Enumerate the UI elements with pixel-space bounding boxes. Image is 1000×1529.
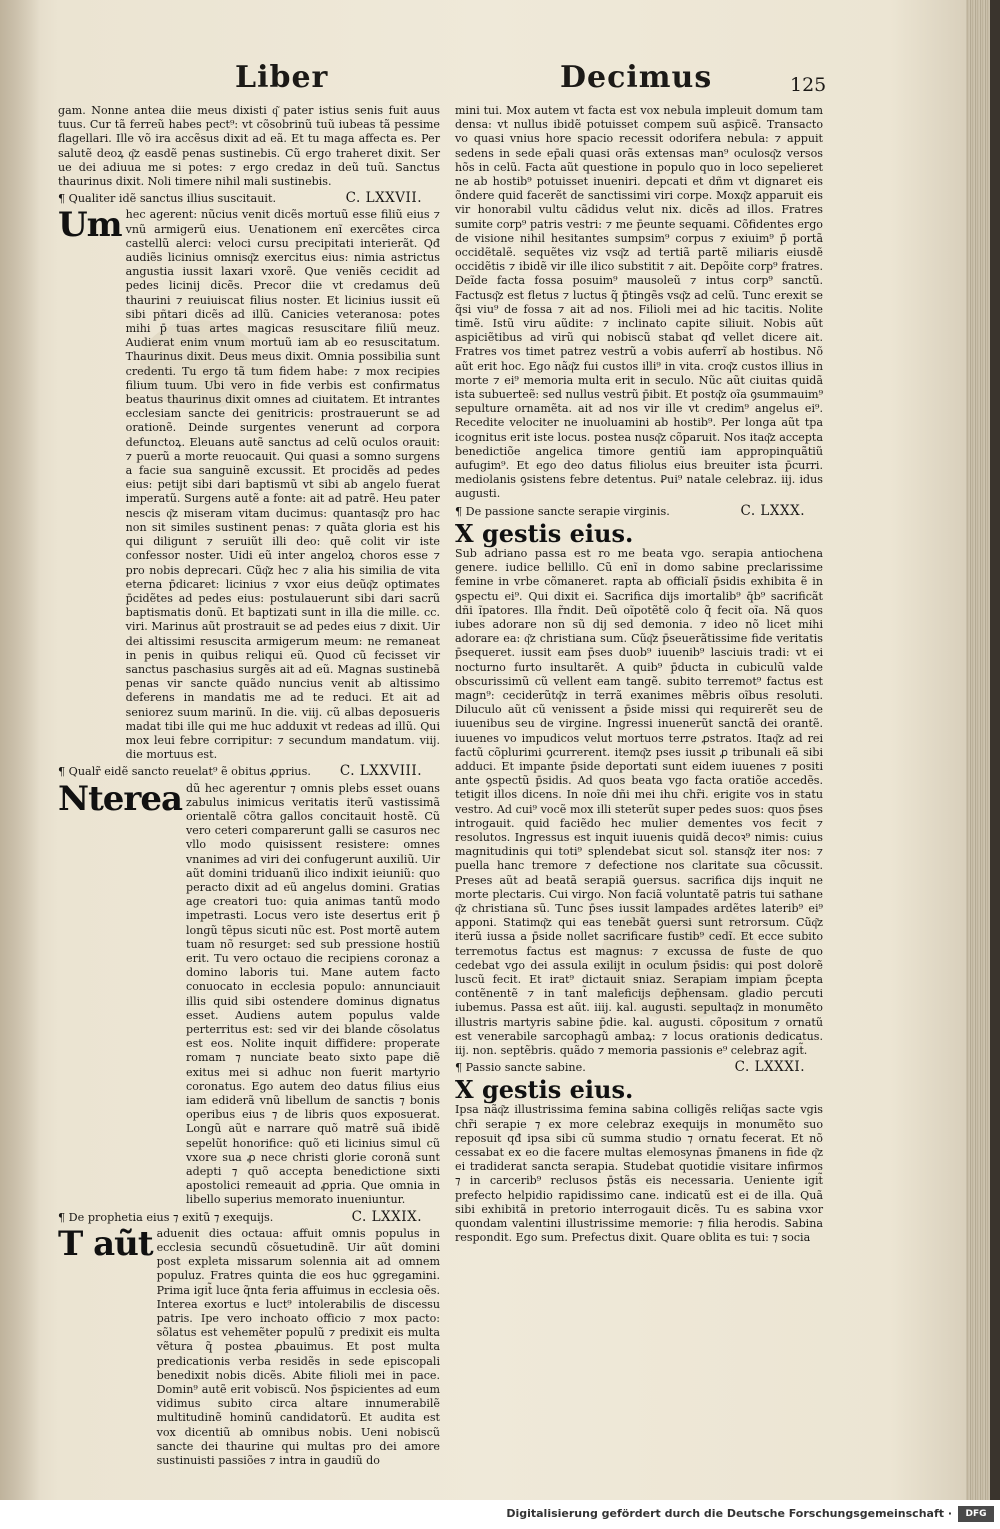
running-head-left: Liber xyxy=(235,60,329,95)
chapter-title: ¶ Passio sancte sabine. xyxy=(455,1061,586,1075)
chapter-number: C. LXXVIII. xyxy=(339,763,422,780)
funding-notice: Digitalisierung gefördert durch die Deutsche Forschungsgemeinschaft · xyxy=(506,1507,952,1520)
paragraph: mini tui. Mox autem vt facta est vox nebula impleuit domum tam densa: vt nullus ibidẽ potuisset compem suũ asp̄icẽ. Transacto vo quasi vnius hore spacio recessit odorifera nebula: ⁊ appuit sedens in sede ep̄ali quasi orãs extensas man⁹ oculosq͂z versos hõs in celũ. Facta aũt questione in populo quo in loco sepelieret ne ab hostib⁹ potuisset inueniri. depcati et dñm vt dignaret eis õndere quid facerẽt de sanctissimi viri corpe. Moxq͂z apparuit eis vir honorabil vultu cãdidus velut nix. dicẽs ad illos. Fratres sumite corp⁹ patris vestri: ⁊ me p̄eunte sequami. Cõfidentes ergo de visione nihil hesitantes sumpsim⁹ corpus ⁊ exiuim⁹ p̄ portã occidẽtalẽ. sequẽtes viz vsq͂z ad tertiã partẽ miliaris eiusdẽ occidẽtis ⁊ ibidẽ vir ille ilico substitit ⁊ ait. Depõite corp⁹ fratres. Deĩde facta fossa posuim⁹ mausoleũ ⁊ intus corp⁹ sanctũ. Factusq͂z est fletus ⁊ luctus q̃ p̄tingẽs vsq͂z ad celũ. Tunc erexit se q̃si viu⁹ de fossa ⁊ ait ad nos. Filioli mei ad hic tacitis. Nolite timẽ. Istũ viru aũdite: ⁊ inclinato capite siliuit. Nobis aũt aspiciẽtibus ad virũ qui nobiscũ stabat qđ vellet dicere ait. Fratres vos timet patrez vestrũ a vobis auferrĩ ab hostibus. Nõ aũt erit hoc. Ego nãq͂z fui custos illi⁹ in vita. croq͂z custos illius in morte ⁊ ei⁹ memoria multa erit in seculo. Nũc aũt ciuitas quidã ista subuerteẽ: sed nullus vestrũ p̄ibit. Et postq͂z oĩa ꝯsummauim⁹ sepulture ornamẽta. ait ad nos vir ille vt credim⁹ angelus ei⁹. Recedite velociter ne inuoluamini ab hostib⁹. Per longa aũt tpa icognitus erit iste locus. postea nusq͂z cõparuit. Nos itaq͂z accepta benedictiõe angelica timore gentiũ iam appropinquãtiũ aufugim⁹. Et ego deo datus filiolus eius breuiter ista p̄curri. mediolanis ꝯsistens febre detentus. Ꝑui⁹ natale celebraz. iij. idus augusti. xyxy=(455,104,824,501)
chapter-heading xyxy=(58,191,440,206)
drop-initial: Um xyxy=(58,205,122,246)
rubric-heading: X gestis eius. xyxy=(455,518,634,548)
drop-initial: Nterea xyxy=(58,778,182,819)
digitization-footer xyxy=(0,1500,1000,1529)
rubric-heading: X gestis eius. xyxy=(455,1075,634,1105)
chapter-title: ¶ De prophetia eius ⁊ exitũ ⁊ exequijs. xyxy=(58,1210,274,1224)
chapter-body xyxy=(58,1223,440,1468)
paragraph: gam. Nonne antea diie meus dixisti q͂ pater istius senis fuit auus tuus. Cur tã ferreũ habes pect⁹: vt cõsobrinũ tuũ iubeas tã pessime flagellari. Ille võ ira accẽsus dixit ad eã. Et tu maga affecta es. Per salutẽ deoꝝ q͂z easdẽ penas sustinebis. Cũ ergo traheret dixit. Ser ue dei adiuua me si potes: ⁊ ergo credaz in deũ tuũ. Sanctus thaurinus dixit. Noli timere nihil mali sustinebis. xyxy=(58,104,440,189)
chapter-title: ¶ Qualr̃ eidẽ sancto reuelat⁹ ẽ obitus ꝓprius. xyxy=(58,765,311,779)
chapter-heading xyxy=(455,1060,823,1075)
paragraph: dũ hec agerentur ⁊ omnis plebs esset ouans zabulus inimicus veritatis iterũ vastissimã orientalẽ cõtra gallos concitauit hostẽ. Cũ vero ceteri comparerunt galli se casuros nec vllo modo quisissent resistere: omnes vnanimes ad viri dei confugerunt auxiliũ. Uir aũt domini triduanũ ilico indixit ieiuniũ: quo peracto dixit ad eũ angelus domini. Gratias age creatori tuo: quia animas tantũ modo impetrasti. Locus vero iste desertus erit p̄ longũ tẽpus sicuti nũc est. Post mortẽ autem tuam nõ resurget: sed sub pressione hostiũ erit. Tu vero octauo die recipiens coronaz a domino laboris tui. Mane autem facto conuocato in ecclesia populo: annunciauit illis quid sibi ostendere dominus dignatus esset. Audiens autem populus valde perterritus est: sed vir dei blande cõsolatus est eos. Nolite inquit diffidere: properate romam ⁊ nunciate beato sixto pape diẽ exitus mei si adhuc non fuerit martyrio coronatus. Ego autem deo datus filius eius iam ediderã vnũ libellum de sanctis ⁊ bonis operibus eius ⁊ de libris quos exposuerat. Longũ aũt e narrare quõ matrẽ suã ibidẽ sepelũt honorifice: quõ eti licinius simul cũ vxore sua ꝓ nece christi glorie coronã sunt adepti ⁊ quõ accepta benedictione sixti apostolici remeauit ad ꝓpria. Que omnia in libello superius memorato inueniuntur. xyxy=(186,781,440,1207)
chapter-number: C. LXXXI. xyxy=(734,1059,805,1076)
paragraph: hec agerent: nũcius venit dicẽs mortuũ esse filiũ eius ⁊ vnũ armigerũ eius. Uenationem enĩ exercẽtes circa castellũ alerci: veloci cursu precipitati interierãt. Qđ audiẽs licinius omnisq͂z exercitus eius: nimia astrictus angustia iussit laxari vxorẽ. Que veniẽs cecidit ad pedes licinij dicẽs. Precor diie vt credamus deũ thaurini ⁊ reuiuiscat filius noster. Et licinius iussit eũ sibi pñtari dicẽs ad illũ. Canicies veteranosa: potes mihi p̄ tuas artes magicas resuscitare filiũ meuz. Audierat enim vnum mortuũ iam ab eo resuscitatum. Thaurinus dixit. Deus meus dixit. Omnia possibilia sunt credenti. Tu ergo tã tum fidem habe: ⁊ mox recipies filium tuum. Ubi vero in fide verbis est confirmatus beatus thaurinus dixit omnes ad ciuitatem. Et intrantes ecclesiam sancte dei genitricis: prostrauerunt se ad orationẽ. Deinde surgentes venerunt ad corpora defunctoꝝ. Eleuans autẽ sanctus ad celũ oculos orauit: ⁊ puerũ a morte reuocauit. Qui quasi a somno surgens a facie sua sanguinẽ excussit. Et procidẽs ad pedes eius: petijt sibi dari baptismũ vt sibi ab angelo fuerat imperatũ. Surgens autẽ a fonte: ait ad patrẽ. Heu pater nescis q͂z miseram vitam ducimus: quantasq͂z pro hac non sit similes sustinent penas: ⁊ quãta gloria est his qui diligunt ⁊ seruiũt illi deo: quẽ colit vir iste confessor noster. Uidi eũ inter angeloꝝ choros esse ⁊ pro nobis deprecari. Cũq͂z hec ⁊ alia his similia de vita eterna p̄dicaret: licinius ⁊ vxor eius deũq͂z optimates p̄cidẽtes ad pedes eius: postulauerunt sibi dari sacrũ baptismatis donũ. Et baptizati sunt in illa die mille. cc. viri. Marinus aũt prostrauit se ad pedes eius ⁊ dixit. Uir dei altissimi resuscita armigerum meum: ne remaneat in penis in quibus reliqui eũ. Quod cũ fecisset vir sanctus paschasius surgẽs ait ad eũ. Magnas sustinebã penas vir sancte quãdo nuncius venit ab altissimo deferens in mandatis me ad te reduci. Et ait ad seniorez suum marinũ. In die. viij. cũ albas deposueris madat tibi ille qui me huc adduxit vt redeas ad illũ. Qui mox leui febre corripitur: ⁊ secundum mandatum. viij. die mortuus est. xyxy=(125,208,440,762)
chapter-title: ¶ Qualiter idẽ sanctus illius suscitauit. xyxy=(58,192,277,206)
chapter-body xyxy=(58,778,440,1208)
running-head-right: Decimus xyxy=(560,60,713,95)
chapter-body xyxy=(58,205,440,762)
chapter-number: C. LXXX. xyxy=(740,502,805,519)
drop-initial: T aũt xyxy=(58,1223,153,1264)
folio-number: 125 xyxy=(790,74,827,96)
chapter-heading xyxy=(58,764,440,779)
chapter-heading xyxy=(455,504,823,519)
right-text-column xyxy=(455,104,823,1245)
left-text-column xyxy=(58,104,440,1468)
book-edge-shadow xyxy=(990,0,1000,1500)
chapter-number: C. LXXIX. xyxy=(351,1208,422,1225)
chapter-number: C. LXXVII. xyxy=(345,190,422,207)
chapter-heading xyxy=(58,1210,440,1225)
gutter-shadow xyxy=(0,0,40,1500)
paragraph: Ipsa nãq͂z illustrissima femina sabina colligẽs reliq̃as sacte vgis chr̃i serapie ⁊ ex more celebraz exequijs in monumẽto suo reposuit qđ ipsa sibi cũ summa studio ⁊ ornatu fecerat. Et nõ cessabat ex eo die facere multas elemosynas p̄manens in fide q͂z ei tradiderat sancta serapia. Studebat quotidie visitare infirmos ⁊ in carcerib⁹ reclusos p̄stãs eis necessaria. Ueniente igit̃ prefecto helpidio rapidissimo cane. indicatũ est ei de illa. Quã sibi exhibitã in pretorio interrogauit dicẽs. Tu es sabina vxor quondam valentini illustrissime memorie: ⁊ filia herodis. Sabina respondit. Ego sum. Prefectus dixit. Quare oblita es tui: ⁊ socia xyxy=(455,1103,823,1245)
paragraph: Sub adriano passa est ro me beata vgo. serapia antiochena genere. iudice bellillo. Cũ enĩ in domo sabine preclarissime femine in vrbe cõmaneret. rapta ab officialĩ p̄sidis exhibita ẽ in ꝯspectu ei⁹. Qui dixit ei. Sacrifica dijs imortalib⁹ q̄b⁹ sacrificãt dñi ĩpatores. Illa r̃ndit. Deũ oĩpotẽtẽ colo q̃ fecit oĩa. Nã quos iubes adorare non sũ dij sed demonia. ⁊ ideo nõ licet mihi adorare ea: q͂z christiana sum. Cũq͂z p̄seuerãtissime fide veritatis p̄sequeret. iussit eam p̄ses duob⁹ iuuenib⁹ lasciuis tradi: vt ei nocturno furto insultarẽt. A quib⁹ p̄ducta in cubiculũ valde obscurissimũ cũ vellent eam tangẽ. subito terremot⁹ factus est magn⁹: ceciderũtq͂z in terrã exanimes mẽbris oĩbus resoluti. Diluculo aũt cũ venissent a p̄side missi qui requirerẽt seu de iuuenibus seu de virgine. Ingressi inuenerũt sanctã dei orantẽ. iuuenes vo impudicos velut mortuos terre ꝓstratos. Itaq͂z ad rei factũ cõplurimi ꝯcurrerent. itemq͂z pses iussit ꝓ tribunali eã sibi adduci. Et impante p̄side deportati sunt eidem iuuenes ⁊ positi ante ꝯspectũ p̄sidis. Ad quos beata vgo facta oratiõe accedẽs. tetigit illos dicens. In noĩe dñi mei ihu chr̃i. erigite vos in statu vestro. Ad cui⁹ vocẽ mox illi steterũt super pedes suos: quos p̄ses introgauit. quid faciẽdo hec mulier dementes vos fecit ⁊ resolutos. Ingressus est inquit iuuenis quidã decoꝛ⁹ nimis: cuius magnitudinis qui toti⁹ splendebat sicut sol. stansq͂z iter nos: ⁊ puella hanc tremore ⁊ defectione nos claritate sua cõcussit. Preses aũt ad beatã serapiã ꝯuersus. sacrifica dijs inquit ne morte plectaris. Cui virgo. Non faciã voluntatẽ patris tui sathane q͂z christiana sũ. Tunc p̄ses iussit lampades ardẽtes laterib⁹ ei⁹ apponi. Statimq͂z qui eas tenebãt ꝯuersi sunt retrorsum. Cũq͂z iterũ iussa a p̄side nollet sacrificare fustib⁹ cedĩ. Et ecce subito terremotus factus est magnus: ⁊ excussa de fuste de quo cedebat vgo dei assula exilijt in oculum p̄sidis: qui post dolorẽ luscũ fecit. Et irat⁹ dictauit sniaz. Serapiam impiam p̄cepta contẽnentẽ ⁊ in tant̃ maleficijs dep̄hensam. gladio percuti iubemus. Passa est aũt. iiij. kal. augusti. sepultaq͂z in monumẽto illustris martyris sabine p̄die. kal. augusti. cõpositum ⁊ ornatũ est venerabile sarcophagũ ambaꝝ: ⁊ locus orationis dedicatus. iij. non. septẽbris. quãdo ⁊ memoria passionis e⁹ celebraz agit̃. xyxy=(455,546,823,1057)
dfg-logo: DFG xyxy=(958,1506,994,1522)
chapter-title: ¶ De passione sancte serapie virginis. xyxy=(455,504,670,518)
paragraph: aduenit dies octaua: affuit omnis populus in ecclesia secundũ cõsuetudinẽ. Uir aũt domini post expleta missarum solennia ait ad omnem populuz. Fratres quinta die eos huc ꝯgregamini. Prima igit̃ luce q̃nta feria affuimus in ecclesia oẽs. Interea exortus e luct⁹ intolerabilis de discessu patris. Ipe vero inchoato officio ⁊ mox pacto: sõlatus est vehemẽter populũ ⁊ predixit eis multa vẽtura q̃ postea ꝓbauimus. Et post multa predicationis verba residẽs in sede episcopali benedixit nobis dicẽs. Abite filioli mei in pace. Domin⁹ autẽ erit vobiscũ. Nos p̄spicientes ad eum vidimus subito circa altare innumerabilẽ multitudinẽ hominũ candidatorũ. Et audita est vox dicentiũ ab omnibus nobis. Ueni nobiscũ sancte dei thaurine qui multas pro dei amore sustinuisti passiões ⁊ intra in gaudiũ do xyxy=(156,1226,440,1468)
